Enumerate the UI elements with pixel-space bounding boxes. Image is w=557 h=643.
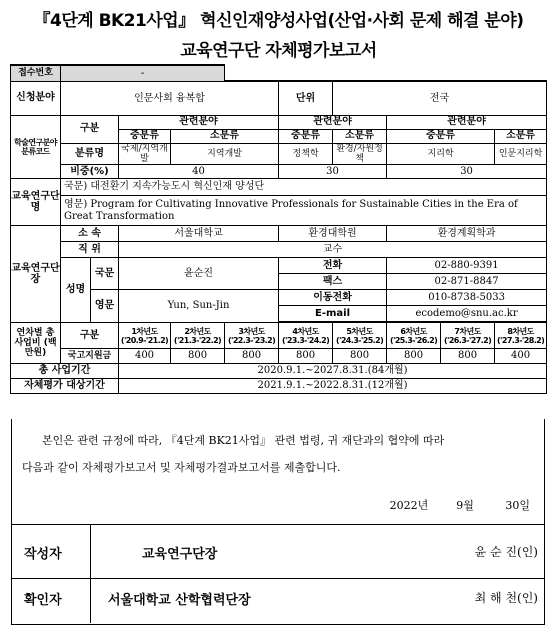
classname-label: 분류명 (61, 143, 119, 165)
phone-label: 전화 (279, 258, 387, 274)
signature-section (11, 525, 545, 625)
year-6-name: 6차년도 (400, 326, 427, 336)
year-3-name: 3차년도 (238, 326, 265, 336)
author-row (12, 535, 544, 571)
email-label: E-mail (279, 306, 387, 322)
author-title: 교육연구단장 (142, 547, 218, 562)
english-name: Yun, Sun-Jin (119, 290, 279, 323)
confirmer-title: 서울대학교 산학협력단장 (108, 593, 251, 608)
field3-major: 지리학 (387, 143, 495, 165)
year-6-amount: 800 (387, 349, 441, 364)
date-day: 30일 (505, 499, 530, 512)
author-role-label: 작성자 (24, 547, 62, 562)
year-7-amount: 800 (441, 349, 495, 364)
declaration-box (11, 419, 545, 525)
date-month: 9월 (456, 499, 474, 512)
declaration-line2: 다음과 같이 자체평가보고서 및 자체평가결과보고서를 제출합니다. (22, 461, 341, 474)
field2-minor: 환경/자원정책 (333, 143, 387, 165)
english-label: 영문 (91, 290, 119, 323)
unit-name-english: 영문) Program for Cultivating Innovative Professionals for Sustainable Cities in the Era of Great Transformation (61, 196, 547, 226)
year-3-period: ('22.3-'23.2) (227, 335, 276, 345)
year-8-header (495, 323, 547, 349)
phone-value: 02-880-9391 (387, 258, 547, 274)
year-7-header (441, 323, 495, 349)
report-form-table (10, 64, 547, 394)
field2-major: 정책학 (279, 143, 333, 165)
budget-label: 연차별 총 사업비 (백만원) (11, 323, 61, 364)
mobile-value: 010-8738-5033 (387, 290, 547, 306)
year-2-period: ('21.3-'22.2) (173, 335, 222, 345)
application-field-value: 인문사회 융복합 (61, 81, 279, 115)
field1-major: 국제/지역개발 (119, 143, 171, 165)
year-4-amount: 800 (279, 349, 333, 364)
affiliation-graduate-school: 환경대학원 (279, 226, 387, 242)
major-label-2: 중분류 (279, 129, 333, 143)
year-4-header (279, 323, 333, 349)
field1-ratio: 40 (119, 165, 279, 179)
total-period-label: 총 사업기간 (11, 364, 119, 379)
mobile-label: 이동전화 (279, 290, 387, 306)
email-value: ecodemo@snu.ac.kr (387, 306, 547, 322)
affiliation-department: 환경계획학과 (387, 226, 547, 242)
major-label-3: 중분류 (387, 129, 495, 143)
signature-divider (12, 578, 544, 579)
unit-value: 전국 (333, 81, 547, 115)
total-period-value: 2020.9.1.~2027.8.31.(84개월) (119, 364, 547, 379)
minor-label-3: 소분류 (495, 129, 547, 143)
confirmer-signature: 최 해 천(인) (474, 591, 538, 605)
eval-period-value: 2021.9.1.~2022.8.31.(12개월) (119, 379, 547, 394)
year-5-period: ('24.3-'25.2) (335, 335, 384, 345)
minor-label-1: 소분류 (171, 129, 279, 143)
declaration-line1: 본인은 관련 규정에 따라, 『4단계 BK21사업』 관련 법령, 귀 재단과의 협약에 따라 (42, 434, 445, 447)
eval-period-label: 자체평가 대상기간 (11, 379, 119, 394)
year-3-amount: 800 (225, 349, 279, 364)
report-title-line1: 『4단계 BK21사업』 혁신인재양성사업(산업·사회 문제 해결 분야) (33, 11, 524, 31)
application-field-label: 신청분야 (11, 81, 61, 115)
year-3-header (225, 323, 279, 349)
role-column-divider (90, 525, 91, 623)
affiliation-label: 소 속 (61, 226, 119, 242)
year-6-period: ('25.3-'26.2) (389, 335, 438, 345)
unit-name-korean: 국문) 대전환기 지속가능도시 혁신인재 양성단 (61, 179, 547, 196)
year-1-amount: 400 (119, 349, 171, 364)
receipt-label: 접수번호 (11, 65, 61, 81)
year-4-name: 4차년도 (292, 326, 319, 336)
year-2-header (171, 323, 225, 349)
author-signature: 윤 순 진(인) (474, 545, 538, 559)
budget-category-label: 구분 (61, 323, 119, 349)
korean-name: 윤순진 (119, 258, 279, 290)
affiliation-university: 서울대학교 (119, 226, 279, 242)
year-8-period: ('27.3-'28.2) (496, 335, 545, 345)
year-1-name: 1차년도 (131, 326, 158, 336)
field3-minor: 인문지리학 (495, 143, 547, 165)
funding-label: 국고지원금 (61, 349, 119, 364)
field2-ratio: 30 (279, 165, 387, 179)
discipline-category-label: 구분 (61, 115, 119, 143)
year-5-amount: 800 (333, 349, 387, 364)
confirmer-role-label: 확인자 (24, 593, 62, 608)
submission-date (390, 497, 530, 513)
year-2-name: 2차년도 (184, 326, 211, 336)
unit-name-label: 교육연구단명 (11, 179, 61, 226)
ratio-label: 비중(%) (61, 165, 119, 179)
position-label: 직 위 (61, 242, 119, 258)
year-8-name: 8차년도 (507, 326, 534, 336)
field3-ratio: 30 (387, 165, 547, 179)
year-4-period: ('23.3-'24.2) (281, 335, 330, 345)
name-label: 성명 (61, 258, 91, 323)
position-value: 교수 (119, 242, 547, 258)
fax-label: 팩스 (279, 274, 387, 290)
year-2-amount: 800 (171, 349, 225, 364)
date-year: 2022년 (389, 499, 429, 512)
year-1-period: ('20.9-'21.2) (120, 335, 169, 345)
leader-label: 교육연구단장 (11, 226, 61, 323)
year-8-amount: 400 (495, 349, 547, 364)
discipline-label: 학술연구분야 분류코드 (11, 115, 61, 179)
year-5-name: 5차년도 (346, 326, 373, 336)
declaration-text (12, 419, 544, 481)
korean-label: 국문 (91, 258, 119, 290)
confirmer-row (12, 581, 544, 617)
major-label-1: 중분류 (119, 129, 171, 143)
unit-label: 단위 (279, 81, 333, 115)
fax-value: 02-871-8847 (387, 274, 547, 290)
field1-minor: 지역개발 (171, 143, 279, 165)
receipt-value: - (61, 65, 225, 81)
year-7-name: 7차년도 (454, 326, 481, 336)
minor-label-2: 소분류 (333, 129, 387, 143)
year-6-header (387, 323, 441, 349)
year-5-header (333, 323, 387, 349)
related-field-header-2: 관련분야 (279, 115, 387, 129)
year-7-period: ('26.3-'27.2) (443, 335, 492, 345)
related-field-header-1: 관련분야 (119, 115, 279, 129)
year-1-header (119, 323, 171, 349)
report-title-line2: 교육연구단 자체평가보고서 (180, 41, 377, 61)
related-field-header-3: 관련분야 (387, 115, 547, 129)
